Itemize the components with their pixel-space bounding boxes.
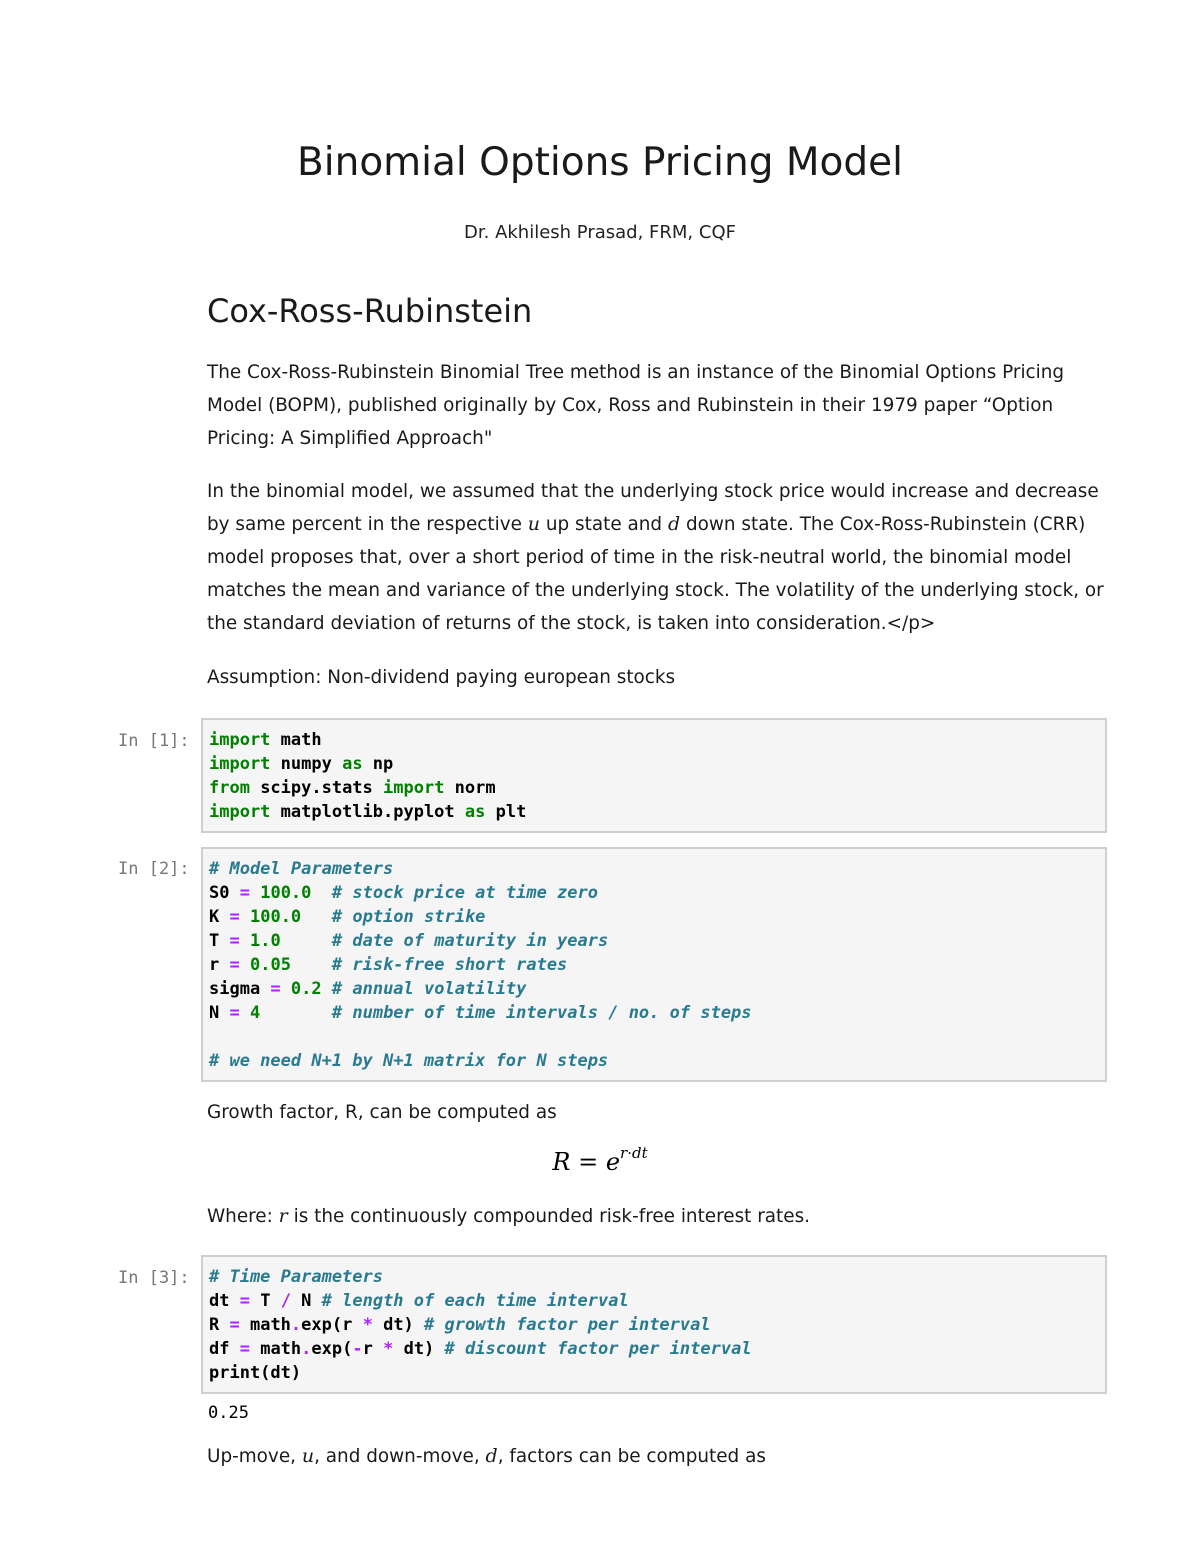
code-line: import math [209, 730, 322, 750]
code-line: # Time Parameters [209, 1267, 383, 1287]
cell-output-3: 0.25 [208, 1403, 249, 1423]
code-line: N = 4 # number of time intervals / no. of steps [209, 1003, 752, 1023]
code-cell-2[interactable] [201, 847, 1107, 1082]
code-line: import matplotlib.pyplot as plt [209, 802, 527, 822]
code-line: S0 = 100.0 # stock price at time zero [209, 883, 598, 903]
model-line: matches the mean and variance of the underlying stock. The volatility of the underlying stock, or [207, 580, 1104, 601]
page-title: Binomial Options Pricing Model [297, 140, 903, 185]
math-r: r [278, 1205, 288, 1227]
code-line: from scipy.stats import norm [209, 778, 496, 798]
intro-line: Model (BOPM), published originally by Cox, Ross and Rubinstein in their 1979 paper “Option [207, 395, 1054, 416]
code-line: T = 1.0 # date of maturity in years [209, 931, 609, 951]
model-line: model proposes that, over a short period of time in the risk-neutral world, the binomial model [207, 547, 1072, 568]
author-line: Dr. Akhilesh Prasad, FRM, CQF [464, 222, 736, 243]
code-cell-1[interactable] [201, 718, 1107, 833]
equation-exponent: r·dt [620, 1144, 648, 1162]
math-d: d [667, 513, 681, 535]
math-u: u [301, 1445, 315, 1467]
cell-prompt-2: In [2]: [118, 859, 190, 879]
code-line: R = math.exp(r * dt) # growth factor per interval [209, 1315, 711, 1335]
math-d: d [485, 1445, 498, 1467]
code-line: import numpy as np [209, 754, 394, 774]
code-line: r = 0.05 # risk-free short rates [209, 955, 568, 975]
where-text: Where: r is the continuously compounded risk-free interest rates. [207, 1205, 811, 1227]
code-cell-3[interactable] [201, 1255, 1107, 1394]
intro-line: Pricing: A Simplified Approach" [207, 428, 493, 449]
assumption-text: Assumption: Non-dividend paying european stocks [207, 667, 676, 688]
intro-paragraph [207, 356, 1097, 455]
growth-text: Growth factor, R, can be computed as [207, 1102, 557, 1123]
updown-text: Up-move, u, and down-move, d, factors can be computed as [207, 1445, 766, 1467]
code-line: dt = T / N # length of each time interval [209, 1291, 629, 1311]
code-line: sigma = 0.2 # annual volatility [209, 979, 527, 999]
intro-line: The Cox-Ross-Rubinstein Binomial Tree method is an instance of the Binomial Options Pricing [207, 362, 1065, 383]
model-paragraph [207, 475, 1104, 640]
model-line: the standard deviation of returns of the stock, is taken into consideration.</p> [207, 613, 936, 634]
section-heading: Cox-Ross-Rubinstein [207, 292, 533, 330]
code-line: df = math.exp(-r * dt) # discount factor per interval [209, 1339, 752, 1359]
code-line: print(dt) [209, 1363, 302, 1383]
model-line: by same percent in the respective u up state and d down state. The Cox-Ross-Rubinstein (CRR) [207, 513, 1086, 535]
math-u: u [527, 513, 541, 535]
code-line: # Model Parameters [209, 859, 394, 879]
cell-prompt-3: In [3]: [118, 1268, 190, 1288]
model-line: In the binomial model, we assumed that the underlying stock price would increase and decrease [207, 481, 1099, 502]
code-line [209, 1025, 1099, 1049]
code-line: # we need N+1 by N+1 matrix for N steps [209, 1051, 609, 1071]
growth-equation: $R = e^{r\cdot dt}$ [552, 1144, 648, 1176]
code-line: K = 100.0 # option strike [209, 907, 486, 927]
cell-prompt-1: In [1]: [118, 731, 190, 751]
